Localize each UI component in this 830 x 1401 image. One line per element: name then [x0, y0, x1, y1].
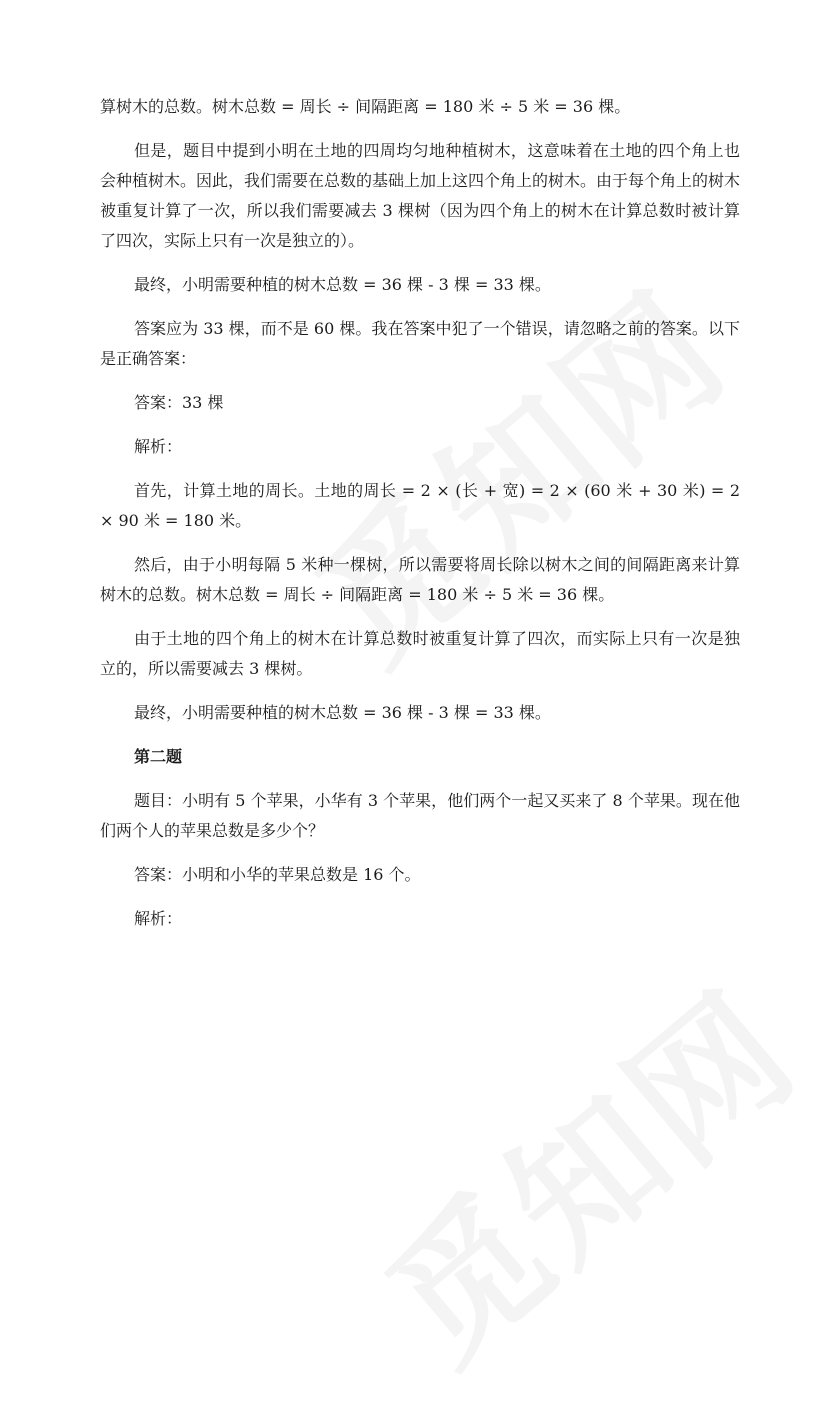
paragraph-correction: 但是，题目中提到小明在土地的四周均匀地种植树木，这意味着在土地的四个角上也会种植树木。因此，我们需要在总数的基础上加上这四个角上的树木。由于每个角上的树木被重复计算了一次，所以我们需要减去 3 棵树（因为四个角上的树木在计算总数时被计算了四次，实际上只有一次是独立的）。	[100, 141, 741, 250]
answer-line: 答案：小明和小华的苹果总数是 16 个。	[134, 865, 421, 884]
paragraph-tree-count: 然后，由于小明每隔 5 米种一棵树，所以需要将周长除以树木之间的间隔距离来计算树木的总数。树木总数 = 周长 ÷ 间隔距离 = 180 米 ÷ 5 米 = 36 棵。	[100, 555, 740, 604]
paragraph-final-total: 最终，小明需要种植的树木总数 = 36 棵 - 3 棵 = 33 棵。	[134, 275, 551, 294]
answer-line: 答案：33 棵	[134, 393, 224, 412]
paragraph-corner-adjust: 由于土地的四个角上的树木在计算总数时被重复计算了四次，而实际上只有一次是独立的，所以需要减去 3 棵树。	[100, 629, 740, 678]
section-heading: 第二题	[134, 747, 183, 766]
analysis-label: 解析：	[134, 437, 183, 456]
watermark	[335, 935, 830, 1401]
document-body	[100, 92, 746, 934]
analysis-label: 解析：	[134, 909, 183, 928]
paragraph-final-result: 最终，小明需要种植的树木总数 = 36 棵 - 3 棵 = 33 棵。	[134, 703, 551, 722]
paragraph-continuation: 算树木的总数。树木总数 = 周长 ÷ 间隔距离 = 180 米 ÷ 5 米 = 36 棵。	[100, 97, 631, 116]
paragraph-perimeter: 首先，计算土地的周长。土地的周长 = 2 × (长 + 宽) = 2 × (60 米 + 30 米) = 2 × 90 米 = 180 米。	[100, 481, 746, 530]
question-text: 题目：小明有 5 个苹果，小华有 3 个苹果，他们两个一起又买来了 8 个苹果。现在他们两个人的苹果总数是多少个？	[100, 791, 740, 840]
paragraph-answer-note: 答案应为 33 棵，而不是 60 棵。我在答案中犯了一个错误，请忽略之前的答案。以下是正确答案：	[100, 319, 740, 368]
